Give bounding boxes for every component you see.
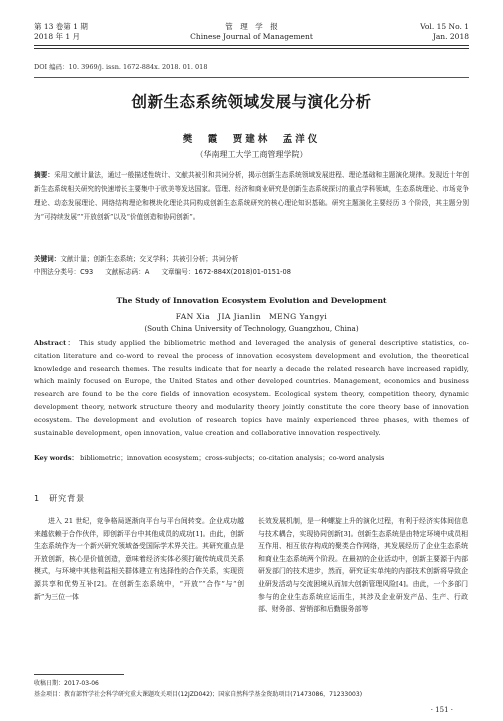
keywords-en-text: bibliometric；innovation ecosystem；cross-subjects；co-citation analysis；co-word analysis	[80, 454, 385, 462]
article-number: 文章编号：1672-884X(2018)01-0151-08	[161, 268, 291, 276]
document-code: 文献标志码：A	[105, 268, 150, 276]
journal-name-en: Chinese Journal of Management	[190, 32, 313, 41]
abstract-cn-label: 摘要：	[34, 171, 55, 179]
header-rule-thick	[34, 45, 469, 46]
keywords-en-label: Key words：	[34, 454, 79, 462]
doi-line: DOI 编码：10. 3969/j. issn. 1672-884x. 2018. 01. 018	[34, 63, 208, 71]
footnote-divider	[34, 674, 124, 675]
volume-issue-cn: 第 13 卷第 1 期	[34, 22, 88, 31]
abstract-cn	[34, 168, 469, 224]
affiliation-en: (South China University of Technology, Guangzhou, China)	[144, 324, 359, 333]
abstract-en	[34, 337, 469, 439]
authors-en: FAN Xia JIA Jianlin MENG Yangyi	[175, 312, 328, 321]
date-en: Jan. 2018	[432, 32, 469, 41]
body-column-left: 进入 21 世纪，竞争格局逐渐向平台与平台间转变。企业成功越来越依赖于合作伙伴，即创新平台中其他成员的成功[1]。由此，创新生态系统作为一个新兴研究领域备受国际学术界关注。其研究重点是开放创新，核心是价值创造，意味着经济实体必须打破传统成员关系模式，与环境中其他利益相关群体建立有选择性的合作关系，实现资源共享和优势互补[2]。在创新生态系统中，“开放”“合作”与“创新”为三位一体	[34, 517, 244, 601]
abstract-en-text: This study applied the bibliometric method and leveraged the analysis of general descriptive statistics, co-citation literature and co-word to reveal the process of innovation ecosystem development and evolution, the theoretical knowledge and research themes. The results indicate that for nearly a decade the related research have increased rapidly, which mainly focused on Europe, the United States and other developed countries. Management, economics and business research are found to be the core fields of innovation ecosystem. Ecological system theory, competition theory, dynamic development theory, network structure theory and modularity theory jointly constitute the core theory base of innovation ecosystem. The development and evolution of research topics have mainly experienced three phases, with themes of sustainable development, open innovation, value creation and collaborative innovation respectively.	[34, 339, 470, 437]
running-header	[34, 22, 469, 48]
received-date: 收稿日期：2017-03-06	[34, 680, 99, 687]
volume-issue-en: Vol. 15 No. 1	[420, 22, 469, 31]
section-heading: 1 研究背景	[34, 494, 86, 503]
keywords-cn-text: 文献计量；创新生态系统；交叉学科；共被引分析；共词分析	[60, 255, 239, 263]
title-en: The Study of Innovation Ecosystem Evolution and Development	[116, 296, 387, 305]
keywords-cn-label: 关键词：	[34, 255, 61, 263]
classification-line	[34, 266, 469, 276]
affiliation-cn: （华南理工大学工商管理学院）	[195, 150, 308, 159]
issue-info-en	[420, 22, 469, 42]
header-rule-thin	[34, 48, 469, 49]
journal-name-cn: 管 理 学 报	[225, 22, 278, 31]
body-column-right: 长效发展机制，是一种螺旋上升的演化过程，有利于经济实体间信息与技术耦合，实现协同创新[3]。创新生态系统是由特定环境中成员相互作用、相互依存构成的聚类合作网络，其发展经历了企业生态系统和商业生态系统两个阶段。在最初的企业活动中，创新主要源于内部研发部门的技术进步，然而，研究证实单纯的内部技术创新将导致企业研发活动与交流困境从而加大创新管理风险[4]。由此，一个多部门参与的企业生态系统应运而生，其涉及企业研发产品、生产、行政部、财务部、营销部和后勤服务部等	[258, 517, 468, 614]
journal-name	[34, 22, 469, 42]
keywords-en	[34, 452, 469, 465]
clc-number: 中图法分类号：C93	[34, 268, 94, 276]
page-number: · 151 ·	[430, 706, 453, 714]
abstract-cn-text: 采用文献计量法，通过一般描述性统计、文献共被引和共词分析，揭示创新生态系统领域发展进程、理论基础和主题演化规律。发现近十年创新生态系统相关研究的快速增长主要集中于欧美等发达国家。管理、经济和商业研究是创新生态系统探讨的重点学科领域，生态系统理论、市场竞争理论、动态发展理论、网络结构理论和模块化理论共同构成创新生态系统研究的核心理论知识基础。研究主题演化主要经历 3 个阶段，其主题分别为“可持续发展”“开放创新”以及“价值创造和协同创新”。	[34, 171, 470, 221]
date-cn: 2018 年 1 月	[34, 32, 81, 41]
title-cn: 创新生态系统领域发展与演化分析	[131, 93, 372, 111]
doi-divider	[34, 77, 469, 78]
authors-cn: 樊 霞 贾建林 孟洋仪	[182, 134, 321, 145]
funding-note: 基金项目：教育部哲学社会科学研究重大课题攻关项目(12JZD042)；国家自然科学基金资助项目(71473086，71233003)	[34, 691, 363, 698]
keywords-cn	[34, 253, 469, 263]
abstract-en-label: Abstract：	[34, 339, 76, 347]
